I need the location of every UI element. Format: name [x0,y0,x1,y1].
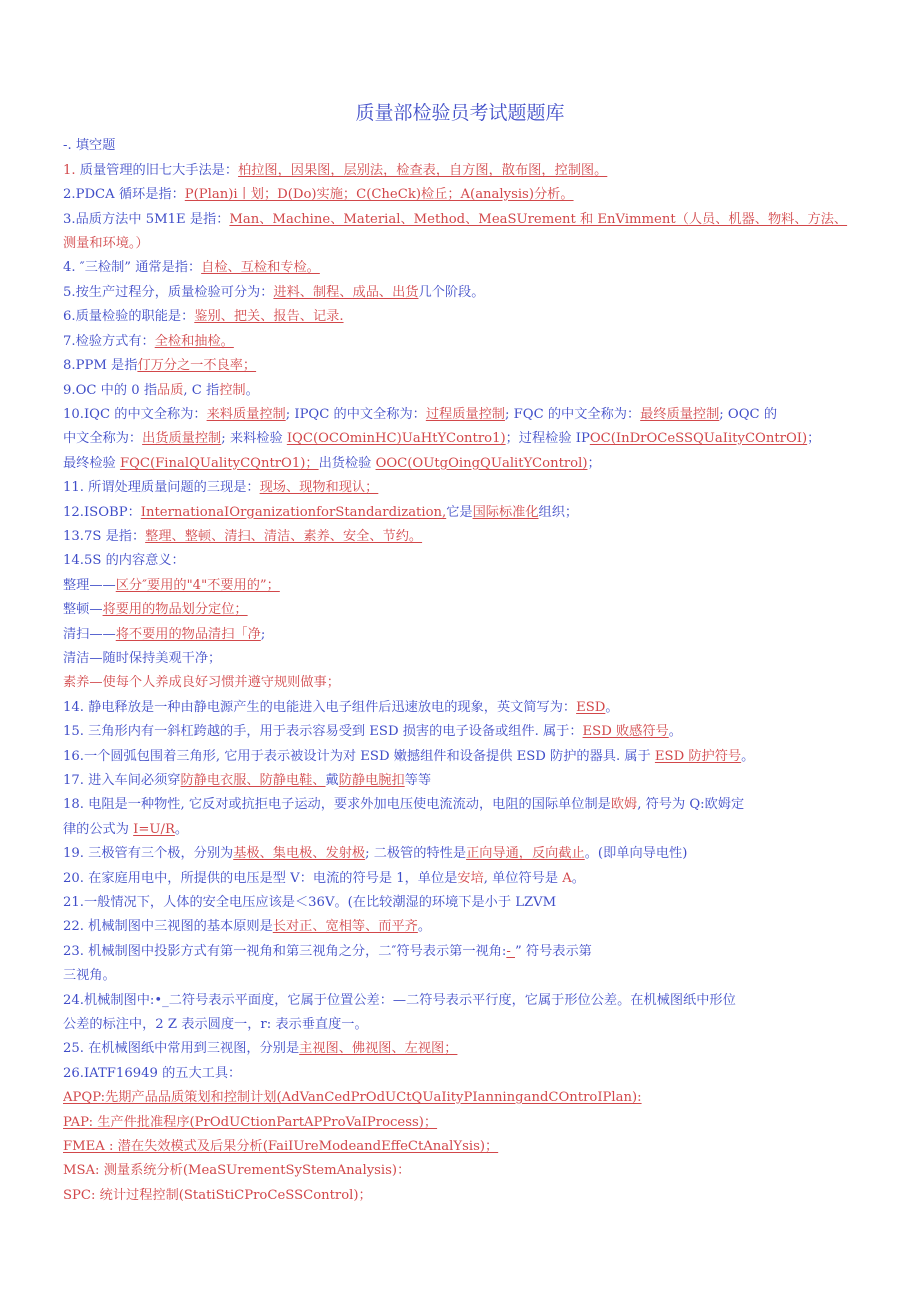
text-line [63,357,875,375]
answer-text: OOC(OUtgOingQUalitYControl) [375,456,588,471]
text-line [63,796,875,814]
line-text: ; 来料检验 [221,431,287,446]
line-text: ; 二极管的特性是 [365,846,467,861]
answer-text: Man、Machine、Material、Method、MeaSUrement 和 EnVimment（人员、机器、物料、方法、 [229,212,848,227]
line-text: 整理—— [63,578,116,593]
line-text: ; IPQC 的中文全称为： [285,407,426,422]
line-text: , C 指 [183,383,220,398]
answer-text: 全检和抽检。 [154,334,234,349]
line-text: 10.IQC 的中文全称为： [63,407,207,422]
line-text: 20. 在家庭用电中，所提供的电压是型 V：电流的符号是 1，单位是 [63,871,458,886]
line-text: 21.一般情况下，人体的安全电压应该是＜36V。(在比较潮湿的环境下是小于 LZVM [63,895,557,910]
text-line [63,552,875,570]
text-line [63,259,875,277]
line-text: ” 符号表示第 [515,944,592,959]
answer-text: ESD 败感符号 [582,724,669,739]
line-text: 素养—使每个人养成良好习惯并遵守规则做事； [63,675,340,690]
text-line [63,650,875,668]
line-text: , 单位符号是 [483,871,563,886]
text-line [63,723,875,741]
line-text: 整顿— [63,602,103,617]
line-text: 24.机械制图中:•_二符号表示平面度，它属于位置公差：—二符号表示平行度，它属于形位公差。在机械图纸中形位 [63,993,736,1008]
text-line [63,870,875,888]
line-text: 23. 机械制图中投影方式有第一视角和第三视角之分，二″符号表示第一视角: [63,944,507,959]
text-line [63,674,875,692]
text-line [63,382,875,400]
text-line [63,162,875,180]
line-text: ; FQC 的中文全称为： [504,407,641,422]
answer-text: 防静电衣服、防静电鞋、 [180,773,326,788]
text-line [63,455,875,473]
line-text: 17. 进入车间必须穿 [63,773,181,788]
answer-text: ESD 防护符号 [654,749,742,764]
line-text: A [562,871,572,886]
answer-text: 将要用的物品划分定位； [102,602,248,617]
text-line [63,772,875,790]
line-text: 中文全称为： [63,431,143,446]
text-line [63,1138,875,1156]
line-text: 8.PPM 是指 [63,358,138,373]
answer-text: 正向导通，反向截止 [466,846,585,861]
line-text: 。 [571,871,585,886]
line-text: 11. 所谓处理质量问题的三现是： [63,480,260,495]
text-line [63,137,875,155]
line-text: SPC: 统计过程控制(StatiStiCProCeSSControl)； [63,1188,372,1203]
text-line [63,967,875,985]
text-line [63,1187,875,1205]
line-text: ；过程检验 IP [505,431,590,446]
text-line [63,479,875,497]
line-text: 15. 三角形内有一斜杠跨越的手，用于表示容易受到 ESD 损害的电子设备或组件. 属于： [63,724,583,739]
line-text: 2.PDCA 循环是指： [63,187,185,202]
line-text: 戴 [325,773,339,788]
line-text: 14.5S 的内容意义： [63,553,185,568]
text-line [63,626,875,644]
answer-text: 现场、现物和现认； [259,480,379,495]
answer-text: 长对正、宽相等、而平齐 [272,919,418,934]
answer-text: PAP: 生产件批准程序(PrOdUCtionPartAPProVaIProcess)； [63,1115,438,1130]
text-line [63,504,875,522]
line-text: 4. ″三检制” 通常是指： [63,260,202,275]
line-text: 品质 [157,383,184,398]
answer-text: 国际标准化 [472,505,539,520]
answer-text: APQP:先期产品品质策划和控制计划(AdVanCedPrOdUCtQUaIityPIanningandCOntroIPlan): [63,1090,642,1105]
answer-text: IQC(OCOminHC)UaHtYContro1) [286,431,506,446]
answer-text: 鉴别、把关、报告、记录. [194,309,344,324]
line-text: 清扫—— [63,627,116,642]
line-text: 公差的标注中，2 [63,1017,168,1032]
text-line [63,211,875,229]
text-line [63,235,875,253]
text-line [63,406,875,424]
line-text: 质量管理的旧七大手法是： [75,163,239,178]
line-text: 。 [605,700,619,715]
answer-text: InternationaIOrganizationforStandardization, [140,505,447,520]
text-line [63,845,875,863]
text-line [63,748,875,766]
text-line [63,284,875,302]
line-text: ; [260,627,266,642]
page-title: 质量部检验员考试题题库 [355,102,565,124]
line-text: 欧姆 [610,797,638,812]
line-text: 7.检验方式有： [63,334,155,349]
answer-text: 区分″要用的"4"不要用的”； [115,578,280,593]
text-line [63,992,875,1010]
line-text: 安培 [457,871,484,886]
line-text: 最终检验 [63,456,120,471]
text-line [63,821,875,839]
line-text: -. 填空题 [63,138,116,153]
text-line [63,601,875,619]
line-text: 1. [63,163,76,178]
line-text: 13.7S 是指： [63,529,146,544]
line-text: 9.OC 中的 0 指 [63,383,158,398]
line-text: 5.按生产过程分，质量检验可分为： [63,285,274,300]
answer-text: 基极、集电极、发射极 [233,846,366,861]
text-line [63,943,875,961]
line-text: 3.品质方法中 5M1E 是指： [63,212,230,227]
answer-text: P(Plan)i丨划；D(Do)实施；C(CheCk)检丘；A(analysis)分析。 [184,187,574,202]
line-text: 25. 在机械图纸中常用到三视图，分别是 [63,1041,300,1056]
answer-text: FQC(FinalQUalityCQntrO1)； [119,456,319,471]
answer-text: 柏拉图，因果图，层别法，检查表，自方图，散布图，控制图。 [238,163,608,178]
line-text: 。 [174,822,189,837]
line-text: 出货检验 [318,456,376,471]
line-text: 12.ISOBP： [63,505,141,520]
line-text: 组织； [538,505,579,520]
text-line [63,577,875,595]
answer-text: ESD [576,700,606,715]
answer-text: 出货质量控制 [142,431,222,446]
text-line [63,1040,875,1058]
line-text: 测量和环境。） [63,236,149,251]
answer-text: 来料质量控制 [206,407,286,422]
line-text: ； [807,431,821,446]
answer-text: 仃万分之一不良率； [137,358,257,373]
answer-text: I=U/R [133,822,175,837]
line-text: 。(即单向导电性) [584,846,688,861]
line-text: 22. 机械制图中三视图的基本原则是 [63,919,273,934]
answer-text: 防静电腕扣 [338,773,405,788]
line-text: 。 [741,749,755,764]
text-line [63,186,875,204]
line-text: 。 [417,919,432,934]
answer-text: 自检、互检和专检。 [201,260,320,275]
text-line [63,894,875,912]
answer-text: OC(InDrOCeSSQUaIityCOntrOI) [589,431,808,446]
line-text: 19. 三极管有三个极，分别为 [63,846,234,861]
text-line [63,528,875,546]
line-text: MSA: 测量系统分析(MeaSUrementSyStemAnalysis)： [63,1163,411,1178]
line-text: 几个阶段。 [418,285,485,300]
answer-text: FMEA : 潜在失效模式及后果分析(FaiIUreModeandEffeCtAnalYsis)； [63,1139,499,1154]
line-text: 控制 [219,383,246,398]
answer-text: 将不要用的物品清扫「净 [115,627,261,642]
line-text: 它是 [446,505,473,520]
answer-text: 进料、制程、成品、出货 [273,285,419,300]
answer-text: - [506,944,515,959]
text-line [63,699,875,717]
line-text: , 符号为 Q:欧姆定 [637,797,745,812]
line-text: 律的公式为 [63,822,134,837]
text-line [63,918,875,936]
line-text: Z 表示圆度一，r: 表示垂直度一。 [167,1017,368,1032]
text-line [63,1065,875,1083]
line-text: 等等 [404,773,432,788]
line-text: 清洁—随时保持美观干净； [63,651,222,666]
answer-text: 最终质量控制 [640,407,720,422]
answer-text: 主视图、佛视图、左视图； [299,1041,458,1056]
line-text: 26.IATF16949 的五大工具： [63,1066,242,1081]
line-text: 。 [245,383,259,398]
line-text: 14. 静电释放是一种由静电源产生的电能进入电子组件后迅速放电的现象，英文简写为： [63,700,577,715]
line-text: 。 [668,724,682,739]
text-line [63,308,875,326]
text-line [63,1089,875,1107]
text-line [63,333,875,351]
text-line [63,1114,875,1132]
text-line [63,1162,875,1180]
answer-text: 整理、整顿、清扫、清洁、素养、安全、节约。 [145,529,423,544]
line-text: ； [587,456,601,471]
line-text: 16.一个圆弧包围着三角形, 它用于表示被设计为对 ESD 嫩撼组件和设备提供 ESD 防护的器具. 属于 [63,749,655,764]
line-text: 6.质量检验的职能是： [63,309,195,324]
text-line [63,430,875,448]
answer-text: 过程质量控制 [425,407,505,422]
line-text: ; OQC 的 [719,407,778,422]
text-line [63,1016,875,1034]
line-text: 三视角。 [63,968,116,983]
line-text: 18. 电阻是一种物性, 它反对或抗拒电子运动，要求外加电压使电流流动，电阻的国际单位制是 [63,797,611,812]
